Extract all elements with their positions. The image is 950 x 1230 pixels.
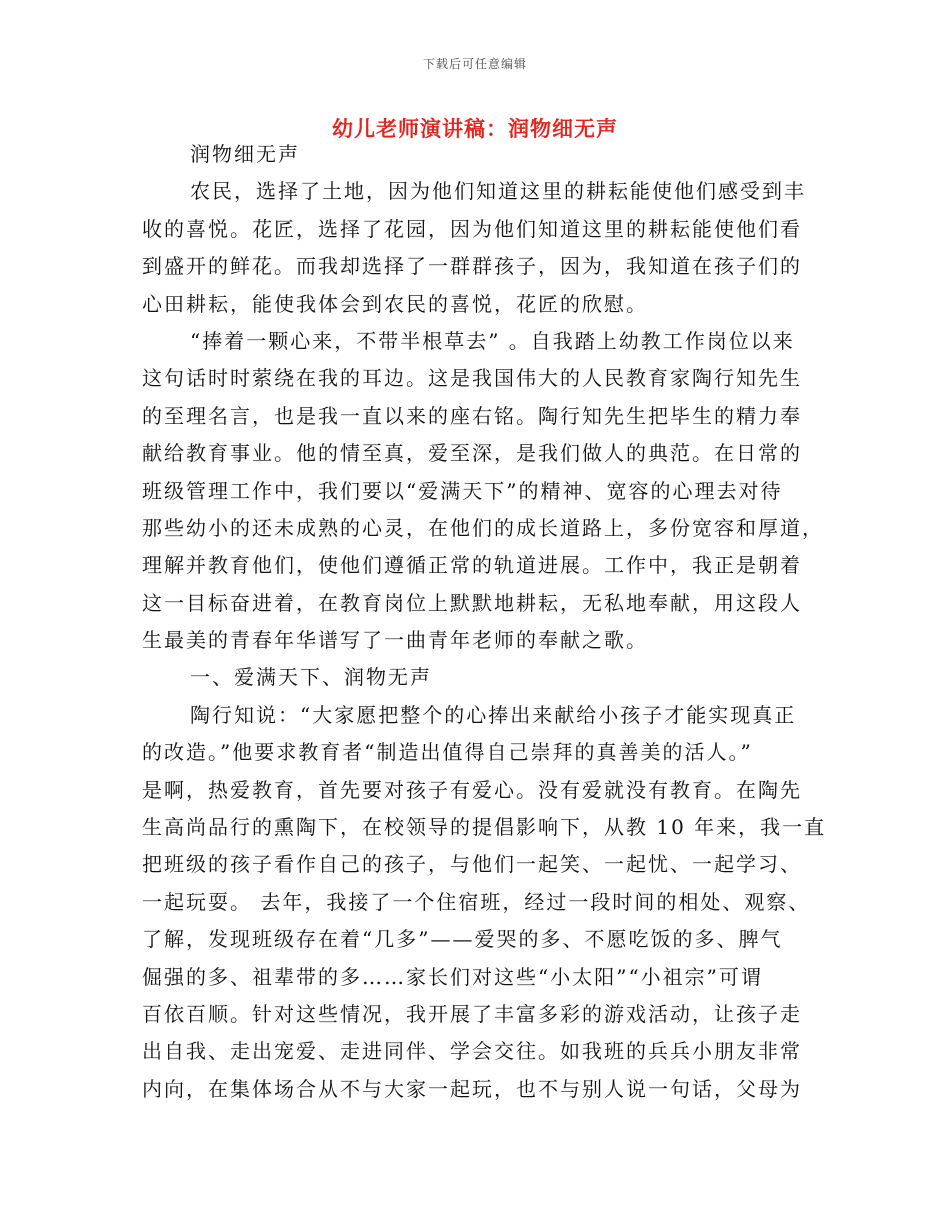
paragraph-line: 收的喜悦。花匠，选择了花园，因为他们知道这里的耕耘能使他们看	[142, 216, 802, 241]
paragraph-line: 百依百顺。针对这些情况，我开展了丰富多彩的游戏活动，让孩子走	[142, 1001, 802, 1026]
paragraph-line: 农民，选择了土地，因为他们知道这里的耕耘能使他们感受到丰	[190, 179, 806, 204]
paragraph-line: 那些幼小的还未成熟的心灵，在他们的成长道路上，多份宽容和厚道，	[142, 515, 824, 540]
paragraph-line: 生高尚品行的熏陶下，在校领导的提倡影响下，从教 10 年来，我一直	[142, 815, 827, 840]
document-body	[142, 136, 827, 1108]
paragraph-line: 陶行知说：“大家愿把整个的心捧出来献给小孩子才能实现真正	[190, 702, 797, 727]
paragraph-line: 是啊，热爱教育，首先要对孩子有爱心。没有爱就没有教育。在陶先	[142, 777, 802, 802]
header-note: 下载后可任意编辑	[422, 57, 527, 71]
paragraph-line: 班级管理工作中，我们要以“爱满天下”的精神、宽容的心理去对待	[142, 478, 783, 503]
paragraph-line: 内向，在集体场合从不与大家一起玩，也不与别人说一句话，父母为	[142, 1076, 802, 1101]
paragraph-line: 把班级的孩子看作自己的孩子，与他们一起笑、一起忧、一起学习、	[142, 852, 802, 877]
paragraph-line: 生最美的青春年华谱写了一曲青年老师的奉献之歌。	[142, 628, 648, 653]
document-title: 幼儿老师演讲稿：润物细无声	[332, 116, 618, 141]
paragraph-line: 献给教育事业。他的情至真，爱至深，是我们做人的典范。在日常的	[142, 441, 802, 466]
paragraph-line: 的至理名言，也是我一直以来的座右铭。陶行知先生把毕生的精力奉	[142, 403, 802, 428]
paragraph-line: “捧着一颗心来，不带半根草去” 。自我踏上幼教工作岗位以来	[190, 328, 795, 353]
paragraph-line: 的改造。”他要求教育者“制造出值得自己崇拜的真善美的活人。”	[142, 740, 753, 765]
paragraph-line: 这一目标奋进着，在教育岗位上默默地耕耘，无私地奉献，用这段人	[142, 590, 802, 615]
paragraph-line: 倔强的多、祖辈带的多……家长们对这些“小太阳”“小祖宗”可谓	[142, 964, 763, 989]
paragraph-line: 理解并教育他们，使他们遵循正常的轨道进展。工作中，我正是朝着	[142, 553, 802, 578]
paragraph-line: 到盛开的鲜花。而我却选择了一群群孩子，因为，我知道在孩子们的	[142, 254, 802, 279]
section-heading: 一、爱满天下、润物无声	[190, 665, 432, 690]
paragraph-line: 这句话时时萦绕在我的耳边。这是我国伟大的人民教育家陶行知先生	[142, 366, 802, 391]
subtitle-line: 润物细无声	[190, 142, 300, 166]
paragraph-line: 一起玩耍。 去年，我接了一个住宿班，经过一段时间的相处、观察、	[142, 889, 811, 914]
paragraph-line: 出自我、走出宠爱、走进同伴、学会交往。如我班的兵兵小朋友非常	[142, 1039, 802, 1064]
paragraph-line: 心田耕耘，能使我体会到农民的喜悦，花匠的欣慰。	[142, 291, 648, 316]
paragraph-line: 了解，发现班级存在着“几多”——爱哭的多、不愿吃饭的多、脾气	[142, 927, 783, 952]
